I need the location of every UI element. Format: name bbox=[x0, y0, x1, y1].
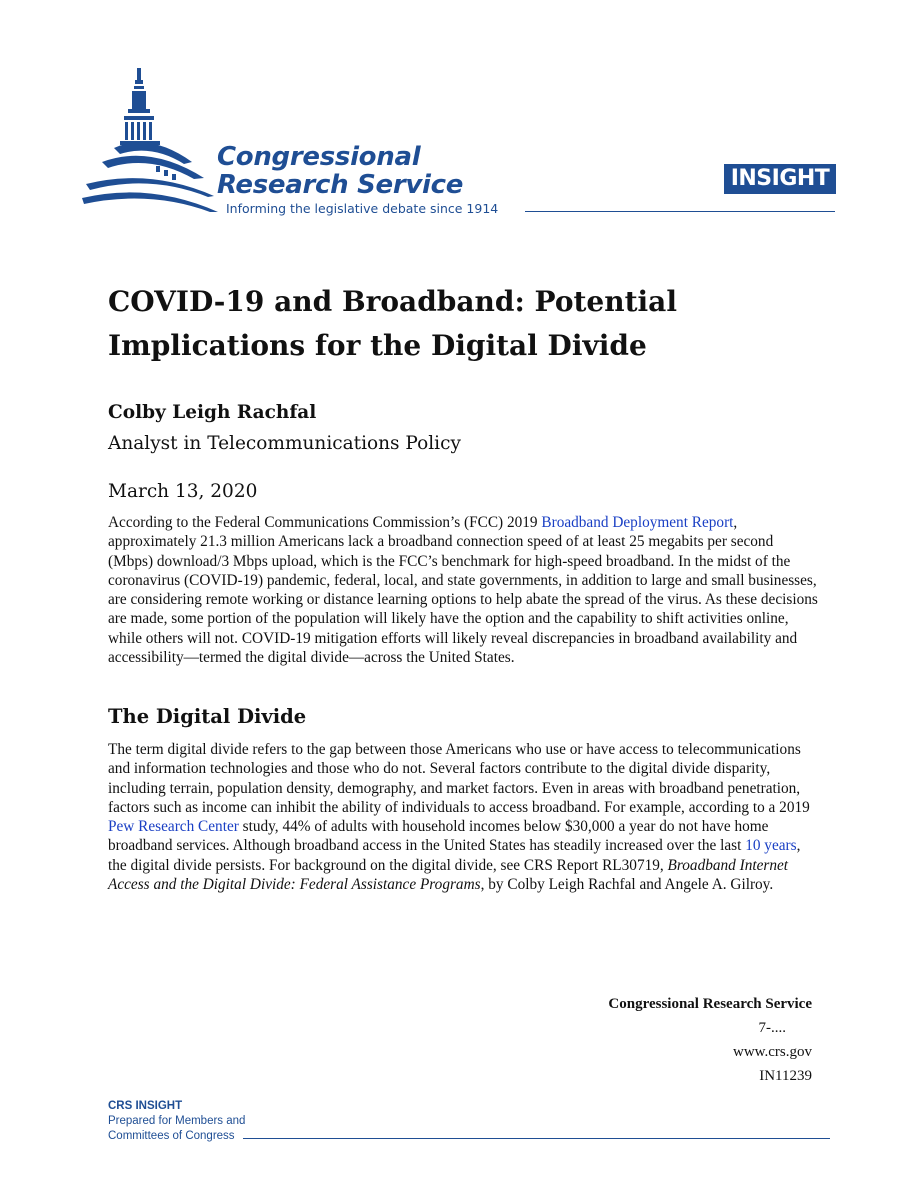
broadband-deployment-report-link[interactable]: Broadband Deployment Report bbox=[541, 514, 734, 531]
logo-line-research-service: Research Service bbox=[217, 170, 464, 200]
logo-tagline: Informing the legislative debate since 1914 bbox=[226, 201, 499, 216]
intro-text-1: According to the Federal Communications Commission’s (FCC) 2019 bbox=[108, 514, 542, 531]
footer-id: IN11239 bbox=[759, 1068, 812, 1084]
insight-badge: INSIGHT bbox=[724, 164, 836, 194]
crs-logo-wordmark bbox=[217, 143, 463, 199]
crs-insight-footer bbox=[108, 1099, 245, 1144]
intro-text-2: , approximately 21.3 million Americans lack a broadband connection speed of at least 25 megabits per second (Mbps) download/3 Mbps upload, which is the FCC’s benchmark for high-speed broadband. In the midst of the coronavirus (COVID-19) pandemic, federal, local, and state governments, in addition to large and small businesses, are considering remote working or distance learning options to help abate the spread of the virus. As these decisions are made, some portion of the population will likely have the option and the capability to shift activities online, while others will not. COVID-19 mitigation efforts will likely reveal discrepancies in broadband availability and accessibility—termed the digital divide—across the United States. bbox=[108, 514, 818, 667]
footer-rule bbox=[243, 1138, 830, 1139]
section-text-2: study, 44% of adults with household incomes below $30,000 a year do not have home broadband services. Although broadband access in the United States has steadily increased over the last bbox=[108, 818, 769, 855]
publication-date: March 13, 2020 bbox=[108, 481, 258, 502]
header-rule bbox=[525, 211, 835, 212]
crs-insight-label: CRS INSIGHT bbox=[108, 1100, 183, 1112]
digital-divide-paragraph bbox=[108, 740, 820, 894]
section-heading: The Digital Divide bbox=[108, 705, 307, 728]
prepared-line-2: Committees of Congress bbox=[108, 1130, 235, 1142]
footer-info bbox=[608, 992, 812, 1088]
section-text-4: , by Colby Leigh Rachfal and Angele A. Gilroy. bbox=[480, 876, 774, 894]
footer-code: 7-.... bbox=[758, 1020, 786, 1036]
prepared-line-1: Prepared for Members and bbox=[108, 1115, 246, 1127]
capitol-dome-icon bbox=[80, 66, 220, 216]
pew-research-center-link[interactable]: Pew Research Center bbox=[108, 818, 239, 836]
footer-site: www.crs.gov bbox=[732, 1044, 812, 1060]
author-role: Analyst in Telecommunications Policy bbox=[108, 433, 461, 454]
section-text-3: , the digital divide persists. For background on the digital divide, see CRS Report RL30719, bbox=[108, 837, 801, 874]
logo-line-congressional: Congressional bbox=[217, 142, 421, 172]
author-name: Colby Leigh Rachfal bbox=[108, 402, 317, 423]
section-text-1: The term digital divide refers to the gap between those Americans who use or have access to telecommunications and information technologies and those who do not. Several factors contribute to the digital divide disparity, including terrain, population density, demography, and market factors. Even in areas with broadband penetration, factors such as income can inhibit the ability of individuals to access broadband. For example, according to a 2019 bbox=[108, 741, 810, 816]
ten-years-link[interactable]: 10 years bbox=[745, 837, 797, 855]
document-title: COVID-19 and Broadband: Potential Implications for the Digital Divide bbox=[108, 285, 677, 362]
footer-org: Congressional Research Service bbox=[608, 996, 812, 1012]
intro-paragraph bbox=[108, 513, 820, 667]
report-title-italic: Broadband Internet Access and the Digital Divide: Federal Assistance Programs bbox=[108, 856, 789, 894]
